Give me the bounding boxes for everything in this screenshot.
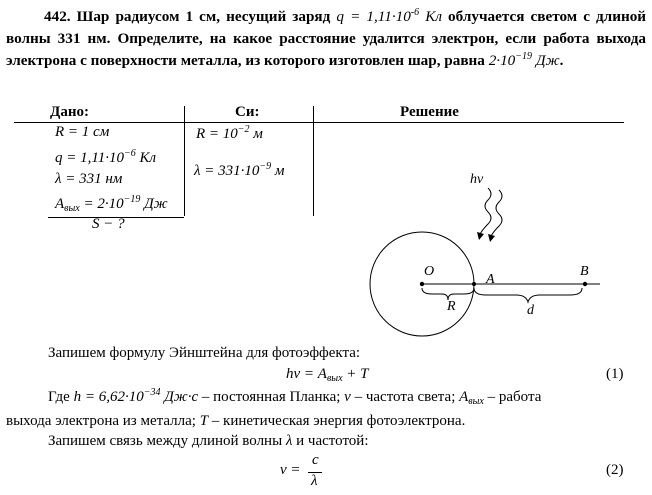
given-work-function: $A_{вых} = 2\cdot 10^{-19}$ Дж — [55, 194, 168, 214]
problem-work: $2\cdot 10^{-19}$ Дж — [488, 51, 560, 69]
point-b — [583, 282, 587, 286]
equation-number-1: (1) — [606, 366, 624, 382]
text-wavelength-relation: Запишем связь между длиной волны λ и частотой: — [48, 433, 369, 449]
text-einstein-intro: Запишем формулу Эйнштейна для фотоэффекта: — [48, 345, 361, 361]
brace-d — [474, 288, 582, 302]
given-wavelength: λ = 331 нм — [55, 171, 123, 187]
given-charge: $q = 1,11\cdot 10^{-6}$ Кл — [55, 148, 157, 166]
equation-einstein: $h\nu = A_{вых} + T$ — [286, 366, 369, 384]
solution-header: Решение — [400, 104, 459, 120]
label-o: O — [424, 264, 435, 279]
photon-arrow-1 — [477, 232, 484, 240]
given-find: S − ? — [92, 216, 125, 232]
point-o — [420, 282, 424, 286]
problem-number: 442. — [44, 8, 71, 25]
point-a — [472, 282, 476, 286]
text-work-line: выхода электрона из металла; T – кинетическая энергия фотоэлектрона. — [6, 413, 466, 429]
label-photon: hν — [470, 172, 484, 187]
photon-wave-2 — [491, 190, 502, 236]
equation-frequency-denominator: λ — [311, 473, 318, 489]
photon-arrow-2 — [488, 234, 495, 242]
equation-frequency-left: ν = — [280, 462, 301, 478]
label-b: B — [580, 264, 589, 279]
label-a: A — [486, 272, 495, 287]
equation-number-2: (2) — [606, 462, 624, 478]
photon-wave-1 — [480, 188, 491, 234]
equation-frequency-numerator: c — [312, 452, 319, 468]
text-where-line: Где $h = 6,62\cdot 10^{-34}$ Дж·с – постоянная Планка; ν – частота света; $A_{вых}$ – работа — [48, 387, 542, 407]
si-radius: $R = 10^{-2}$ м — [196, 124, 263, 142]
label-d: d — [527, 303, 534, 318]
problem-text-2: облучается светом с длиной волны 331 нм. Определите, на какое расстояние удалится электрон, если работа выхода электрона с поверхности металла, из которого изготовлен шар, равна — [6, 8, 647, 69]
given-radius: R = 1 см — [55, 124, 110, 140]
problem-charge: $q = 1,11\cdot 10^{-6}$ Кл — [336, 7, 442, 25]
given-header: Дано: — [50, 104, 89, 120]
label-r: R — [447, 299, 456, 314]
si-wavelength: $\lambda = 331\cdot 10^{-9}$ м — [194, 161, 285, 179]
problem-statement: 442. Шар радиусом 1 см, несущий заряд $q = 1,11\cdot 10^{-6}$ Кл облучается светом с длиной волны 331 нм. Определите, на какое расстояние удалится электрон, если работа выхода электрона с поверхности металла, из которого изготовлен шар, равна $2\cdot 10^{-19}$ Дж. — [6, 7, 647, 69]
si-header: Си: — [235, 104, 260, 120]
problem-text-1: Шар радиусом 1 см, несущий заряд — [76, 8, 331, 25]
